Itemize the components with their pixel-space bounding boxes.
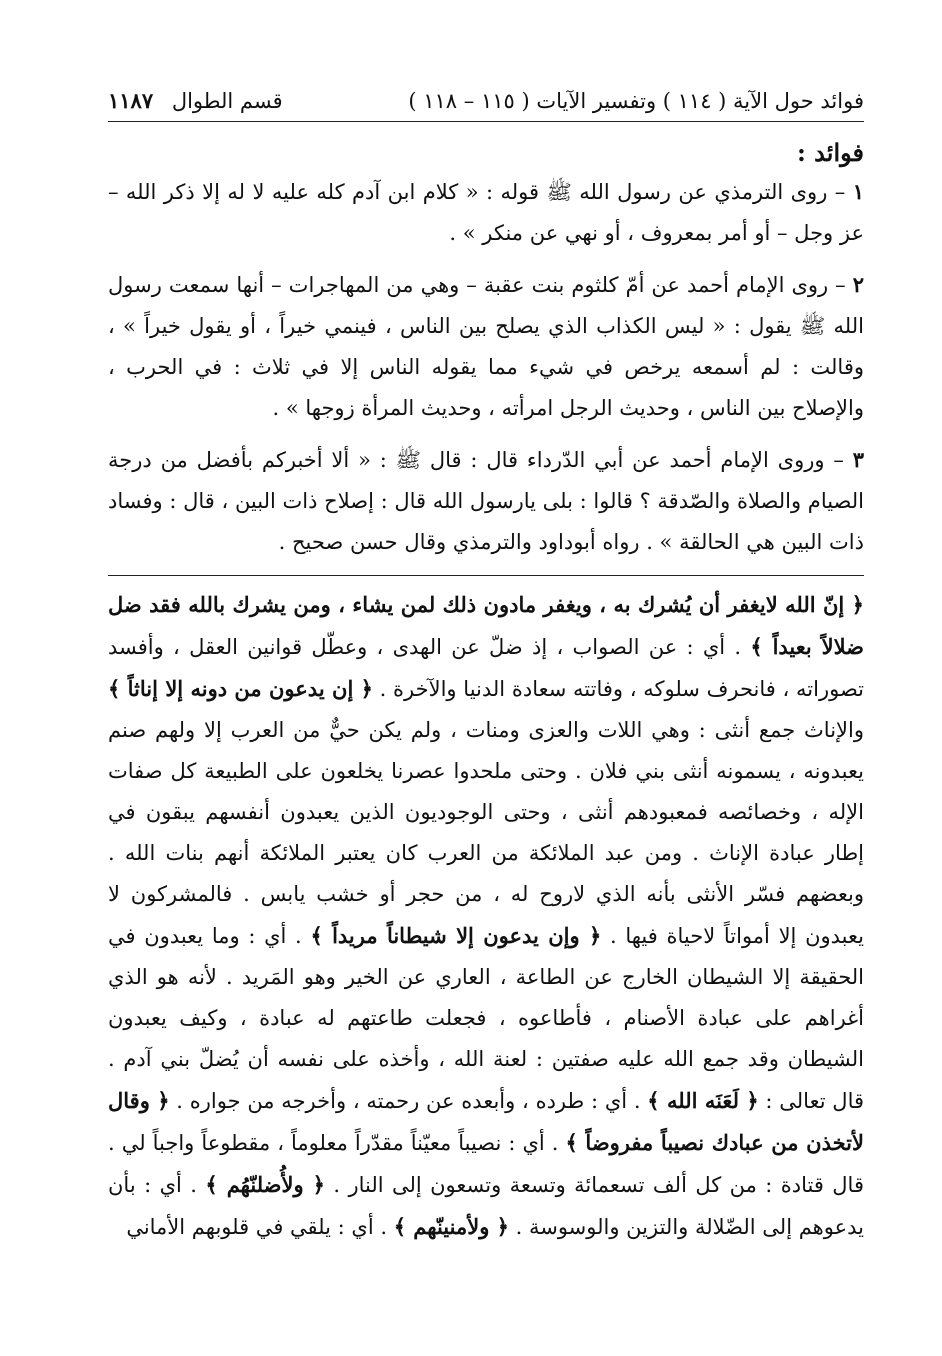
tafsir-text: . أي : عن الصواب ، إذ ضلّ عن الهدى ، وعطّل قوانين العقل ، وأفسد تصوراته ، فانحرف سلوكه ، وفاتته سعادة الدنيا والآخرة . (108, 635, 864, 701)
quran-verse: ﴿ ولأمنينّهم ﴾ (393, 1214, 509, 1239)
book-page (108, 88, 864, 1248)
tafsir-text: . أي : نصيباً معيّناً مقدّراً معلوماً ، مقطوعاً واجباً لي . قال قتادة : من كل ألف تسعمائة وتسعة وتسعون إلى النار . (108, 1131, 864, 1197)
benefit-text: – روى الإمام أحمد عن أمّ كلثوم بنت عقبة – وهي من المهاجرات – أنها سمعت رسول الله ﷺ يقول : « ليس الكذاب الذي يصلح بين الناس ، فينمي خيراً ، أو يقول خيراً » ، وقالت : لم أسمعه يرخص في شيء مما يقوله الناس إلا في ثلاث : في الحرب ، والإصلاح بين الناس ، وحديث الرجل امرأته ، وحديث المرأة زوجها » . (108, 273, 864, 420)
benefit-text: – روى الترمذي عن رسول الله ﷺ قوله : « كلام ابن آدم كله عليه لا له إلا ذكر الله – عز وجل – أو أمر بمعروف ، أو نهي عن منكر » . (108, 180, 864, 245)
tafsir-text: والإناث جمع أنثى : وهي اللات والعزى ومنات ، ولم يكن حيٌّ من العرب إلا ولهم صنم يعبدونه ، يسمونه أنثى بني فلان . وحتى ملحدوا عصرنا يخلعون على الطبيعة كل صفات الإله ، وخصائصه فمعبودهم أنثى ، وحتى الوجوديون الذين يعبدون أنفسهم يبقون في إطار عبادة الإناث . ومن عبد الملائكة من العرب كان يعتبر الملائكة أنهم بنات الله . وبعضهم فسّر الأنثى بأنه الذي لاروح له ، من حجر أو خشب يابس . فالمشركون لا يعبدون إلا أمواتاً لاحياة فيها . (108, 718, 864, 948)
quran-verse: ﴿ لَعَنَه الله ﴾ (647, 1088, 759, 1113)
header-section (108, 88, 283, 113)
benefit-number: ٢ (852, 272, 864, 297)
benefits-heading: فوائد : (796, 138, 864, 167)
benefit-item (108, 171, 864, 254)
quran-verse: ﴿ وإن يدعون إلا شيطاناً مريداً ﴾ (310, 923, 602, 948)
benefit-text: – وروى الإمام أحمد عن أبي الدّرداء قال : قال ﷺ : « ألا أخبركم بأفضل من درجة الصيام والصلاة والصّدقة ؟ قالوا : بلى يارسول الله قال : إصلاح ذات البين ، قال : وفساد ذات البين هي الحالقة » . رواه أبوداود والترمذي وقال حسن صحيح . (108, 448, 864, 554)
benefit-item (108, 264, 864, 429)
quran-verse: ﴿ وقال لأتخذن من عبادك نصيباً مفروضاً ﴾ (108, 1088, 864, 1155)
quran-verse: ﴿ ولأُضلنّهُم ﴾ (205, 1172, 325, 1197)
tafsir-text: . أي : يلقي في قلوبهم الأماني (126, 1215, 394, 1239)
benefit-number: ٣ (852, 447, 864, 472)
benefit-number: ١ (852, 179, 864, 204)
header-chapter-title: فوائد حول الآية ( ١١٤ ) وتفسير الآيات ( ١١٥ – ١١٨ ) (408, 89, 864, 113)
benefit-item (108, 439, 864, 563)
page-number: ١١٨٧ (108, 88, 154, 113)
tafsir-paragraph (108, 575, 864, 1248)
quran-verse: ﴿ إن يدعون من دونه إلا إناثاً ﴾ (108, 676, 373, 701)
tafsir-text: . أي : طرده ، وأبعده عن رحمته ، وأخرجه من جواره . (169, 1089, 648, 1113)
page-header (108, 88, 864, 122)
quran-verse: ﴿ إنّ الله لايغفر أن يُشرك به ، ويغفر مادون ذلك لمن يشاء ، ومن يشرك بالله فقد ضل ضلالاً بعيداً ﴾ (108, 592, 864, 659)
tafsir-text: . أي : وما يعبدون في الحقيقة إلا الشيطان الخارج عن الطاعة ، العاري عن الخير وهو المَريد . لأنه هو الذي أغراهم على عبادة الأصنام ، فأطاعوه ، فجعلت طاعتهم له عبادة ، وكيف يعبدون الشيطان وقد جمع الله عليه صفتين : لعنة الله ، وأخذه على نفسه أن يُضلّ بني آدم . قال تعالى : (108, 924, 865, 1113)
header-section-title: قسم الطوال (171, 89, 283, 113)
tafsir-text: . أي : بأن يدعوهم إلى الضّلالة والتزين والوسوسة . (108, 1173, 864, 1239)
